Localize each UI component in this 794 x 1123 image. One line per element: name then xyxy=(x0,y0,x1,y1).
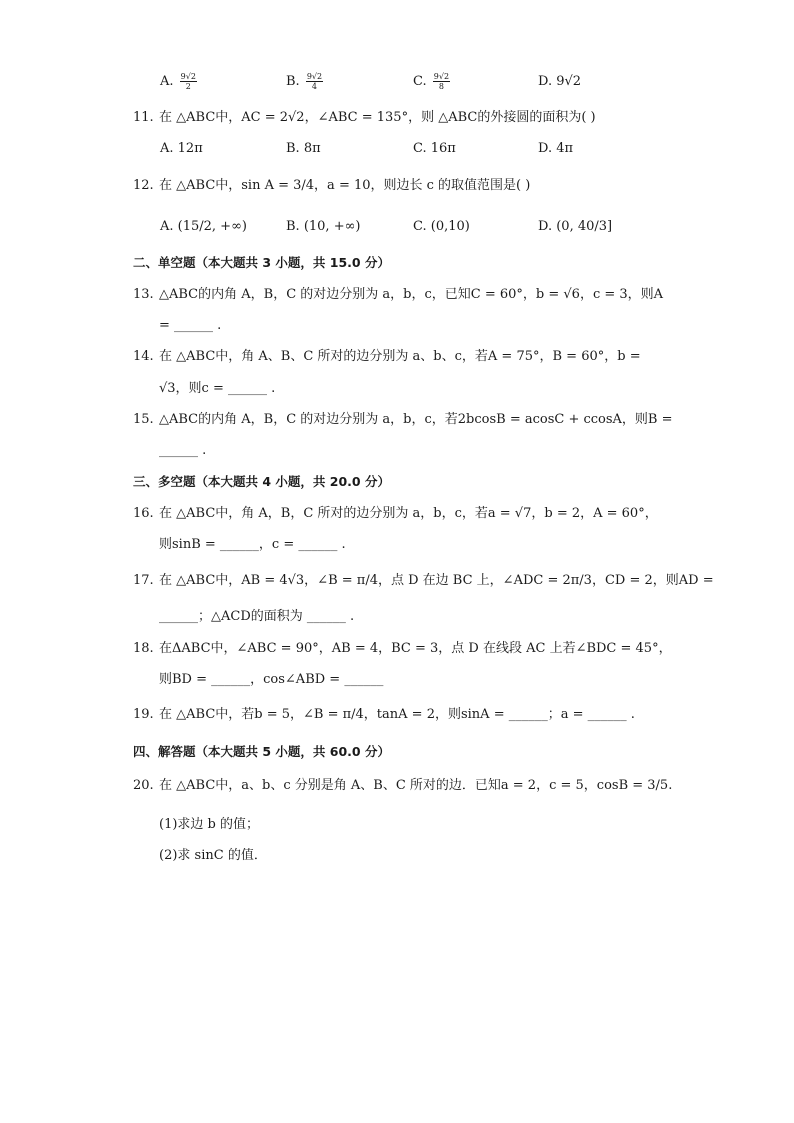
fraction-denominator: 8 xyxy=(438,82,444,91)
question-text: 在 △ABC中，角 A、B、C 所对的边分别为 a、b、c，若A = 75°，B = 60°，b = xyxy=(159,349,641,364)
q10-option-b xyxy=(286,72,325,92)
question-text: 在 △ABC中，角 A，B，C 所对的边分别为 a，b，c，若a = √7，b = 2，A = 60°， xyxy=(159,506,658,521)
question-17 xyxy=(133,571,714,591)
question-text: 在 △ABC中，sin A = 3/4，a = 10，则边长 c 的取值范围是( ) xyxy=(159,178,531,193)
question-14-line2: √3，则c = ______ . xyxy=(159,381,276,396)
q12-option-a: A. (15/2, +∞) xyxy=(160,219,247,234)
q11-option-d: D. 4π xyxy=(538,141,574,156)
question-text: △ABC的内角 A，B，C 的对边分别为 a，b，c，若2bcosB = acosC + ccosA，则B = xyxy=(159,412,673,427)
question-20-part-1: (1)求边 b 的值； xyxy=(159,817,260,832)
fraction-denominator: 2 xyxy=(185,82,191,91)
option-label: D. xyxy=(538,74,553,89)
q12-option-d: D. (0, 40/3] xyxy=(538,219,613,234)
fraction-numerator: 9√2 xyxy=(433,72,450,81)
option-label: B. xyxy=(286,74,300,89)
q12-option-c: C. (0,10) xyxy=(413,219,470,234)
question-13 xyxy=(133,285,663,305)
q10-option-c xyxy=(413,72,452,92)
option-label: C. xyxy=(413,74,427,89)
question-text: 在 △ABC中，AB = 4√3，∠B = π/4，点 D 在边 BC 上，∠ADC = 2π/3，CD = 2，则AD = xyxy=(159,573,714,588)
question-text: 在ΔABC中，∠ABC = 90°，AB = 4，BC = 3，点 D 在线段 AC 上若∠BDC = 45°， xyxy=(159,641,672,656)
question-20-part-2: (2)求 sinC 的值． xyxy=(159,848,267,863)
option-label: A. xyxy=(160,74,174,89)
question-number: 15. xyxy=(133,412,154,427)
q10-option-a xyxy=(160,72,199,92)
question-15-line2: ______ . xyxy=(159,443,207,458)
q12-option-b: B. (10, +∞) xyxy=(286,219,361,234)
question-16-line2: 则sinB = ______，c = ______ . xyxy=(159,537,346,552)
fraction xyxy=(433,72,450,91)
question-number: 12. xyxy=(133,178,154,193)
question-number: 13. xyxy=(133,287,154,302)
question-number: 19. xyxy=(133,707,154,722)
fraction-numerator: 9√2 xyxy=(306,72,323,81)
question-number: 11. xyxy=(133,110,154,125)
q11-option-a: A. 12π xyxy=(160,141,203,156)
question-number: 20. xyxy=(133,778,154,793)
fraction xyxy=(180,72,197,91)
question-text: 在 △ABC中，a、b、c 分别是角 A、B、C 所对的边．已知a = 2，c = 5，cosB = 3/5. xyxy=(159,778,673,793)
q11-option-b: B. 8π xyxy=(286,141,321,156)
question-text: 在 △ABC中，若b = 5，∠B = π/4，tanA = 2，则sinA = ______；a = ______ . xyxy=(159,707,635,722)
fraction-denominator: 4 xyxy=(311,82,318,91)
question-11 xyxy=(133,108,596,128)
question-text: 在 △ABC中，AC = 2√2，∠ABC = 135°，则 △ABC的外接圆的面积为( ) xyxy=(159,110,596,125)
question-17-line2: ______；△ACD的面积为 ______ . xyxy=(159,609,355,624)
question-text: △ABC的内角 A，B，C 的对边分别为 a，b，c，已知C = 60°，b = √6，c = 3，则A xyxy=(159,287,664,302)
question-number: 17. xyxy=(133,573,154,588)
section-heading-answer: 四、解答题（本大题共 5 小题，共 60.0 分） xyxy=(133,744,390,759)
question-number: 16. xyxy=(133,506,154,521)
q11-option-c: C. 16π xyxy=(413,141,456,156)
question-18 xyxy=(133,639,672,659)
section-heading-single-blank: 二、单空题（本大题共 3 小题，共 15.0 分） xyxy=(133,255,390,270)
question-number: 18. xyxy=(133,641,154,656)
question-15 xyxy=(133,410,673,430)
question-16 xyxy=(133,504,658,524)
question-12 xyxy=(133,176,530,196)
fraction-numerator: 9√2 xyxy=(180,72,196,81)
section-heading-multi-blank: 三、多空题（本大题共 4 小题，共 20.0 分） xyxy=(133,474,390,489)
fraction xyxy=(306,72,323,91)
question-14 xyxy=(133,347,641,367)
question-13-line2: = ______ . xyxy=(159,318,222,333)
question-18-line2: 则BD = ______，cos∠ABD = ______ xyxy=(159,672,384,687)
question-19 xyxy=(133,705,635,725)
option-text: 9√2 xyxy=(556,74,582,89)
question-number: 14. xyxy=(133,349,154,364)
q10-option-d xyxy=(538,72,581,92)
question-20 xyxy=(133,776,672,796)
